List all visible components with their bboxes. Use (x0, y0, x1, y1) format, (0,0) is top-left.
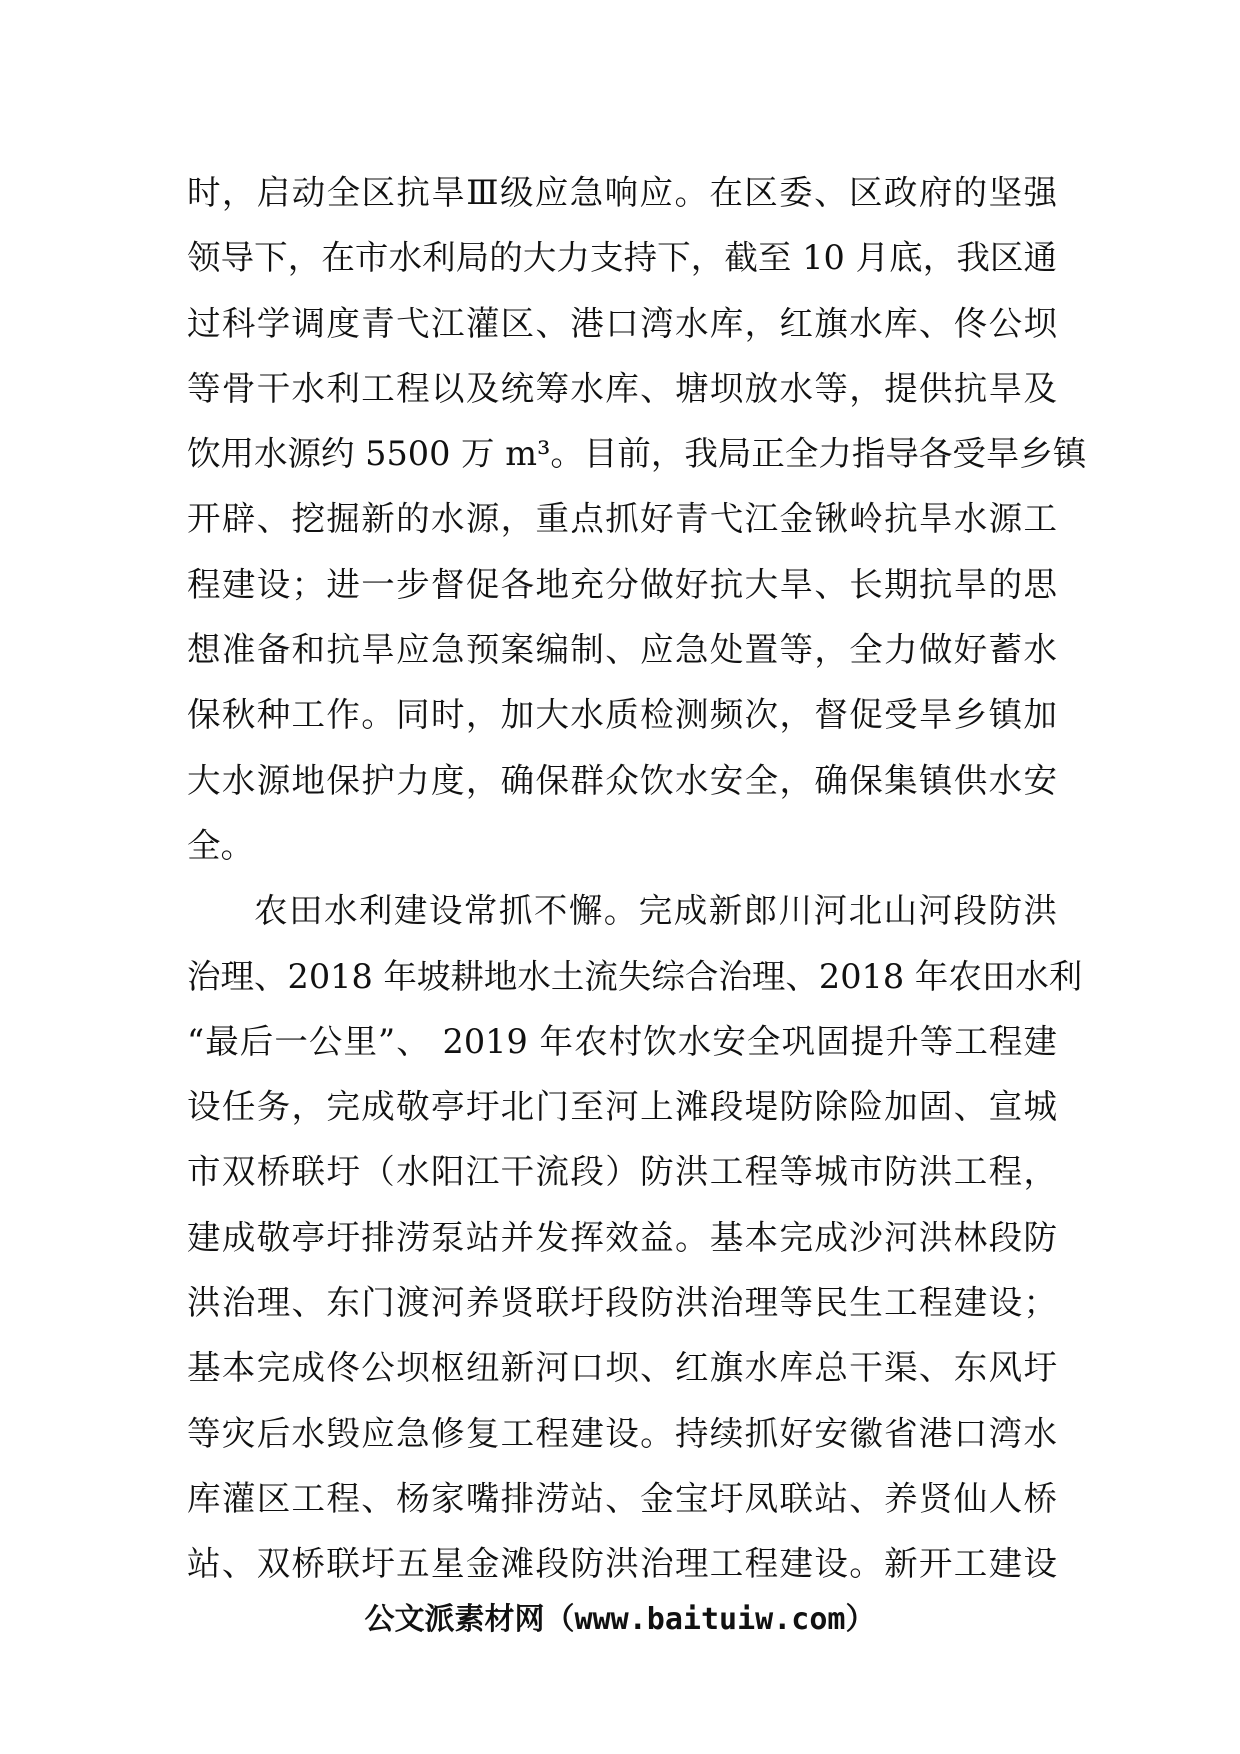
text-line: 保秋种工作。同时，加大水质检测频次，督促受旱乡镇加 (187, 695, 1057, 735)
text-line: 站、双桥联圩五星金滩段防洪治理工程建设。新开工建设 (187, 1544, 1057, 1584)
text-line: 程建设；进一步督促各地充分做好抗大旱、长期抗旱的思 (187, 564, 1057, 604)
text-line: 饮用水源约 5500 万 m³。目前，我局正全力指导各受旱乡镇 (187, 434, 1087, 474)
text-line: 建成敬亭圩排涝泵站并发挥效益。基本完成沙河洪林段防 (187, 1217, 1057, 1257)
page-footer (0, 1600, 1240, 1640)
text-line: 想准备和抗旱应急预案编制、应急处置等，全力做好蓄水 (187, 630, 1057, 670)
text-line: 市双桥联圩（水阳江干流段）防洪工程等城市防洪工程， (187, 1152, 1057, 1192)
text-line: 库灌区工程、杨家嘴排涝站、金宝圩凤联站、养贤仙人桥 (187, 1478, 1057, 1518)
text-line: 等灾后水毁应急修复工程建设。持续抓好安徽省港口湾水 (187, 1413, 1057, 1453)
paragraph-drought-relief (187, 160, 1087, 878)
text-line: 开辟、挖掘新的水源，重点抓好青弋江金锹岭抗旱水源工 (187, 499, 1057, 539)
text-line: 洪治理、东门渡河养贤联圩段防洪治理等民生工程建设； (187, 1283, 1057, 1323)
text-line: 农田水利建设常抓不懈。完成新郎川河北山河段防洪 (254, 891, 1057, 931)
body-text (187, 160, 1087, 1597)
text-line: 设任务，完成敬亭圩北门至河上滩段堤防除险加固、宣城 (187, 1087, 1057, 1127)
text-line: 基本完成佟公坝枢纽新河口坝、红旗水库总干渠、东风圩 (187, 1348, 1057, 1388)
footer-url: （www.baituiw.com） (544, 1602, 876, 1637)
text-line: “最后一公里”、 2019 年农村饮水安全巩固提升等工程建 (187, 1021, 1057, 1061)
footer-site-name: 公文派素材网 (364, 1602, 545, 1637)
text-line: 大水源地保护力度，确保群众饮水安全，确保集镇供水安 (187, 760, 1057, 800)
text-line: 等骨干水利工程以及统筹水库、塘坝放水等，提供抗旱及 (187, 368, 1057, 408)
text-line: 时，启动全区抗旱Ⅲ级应急响应。在区委、区政府的坚强 (187, 173, 1057, 212)
text-line: 治理、2018 年坡耕地水土流失综合治理、2018 年农田水利 (187, 956, 1083, 996)
text-line: 领导下，在市水利局的大力支持下，截至 10 月底，我区通 (187, 238, 1057, 278)
paragraph-farmland-water (187, 878, 1083, 1596)
text-line: 全。 (187, 825, 254, 865)
text-line: 过科学调度青弋江灌区、港口湾水库，红旗水库、佟公坝 (187, 303, 1057, 343)
